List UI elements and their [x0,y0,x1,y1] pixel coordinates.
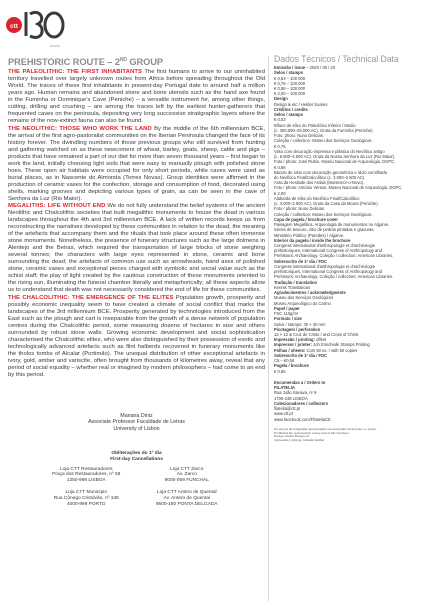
fine-print-line: Os preços de fotografias apresentados as aumentam levemente e o preço. [274,426,377,431]
spec-label: Sobrescrito de 1º dia / FDC [274,352,328,358]
spec-label: FILATELIA [274,385,295,391]
spec-value: Coleção / collection: Museu dos Serviços Geológicos. [274,138,373,144]
spec-value: Foto / photo: Nuno Delicias. [274,206,326,212]
spec-line [274,159,414,164]
spec-value: € 2,00 – 100 000 [274,91,306,97]
spec-label: Design [274,96,288,102]
section-megaliths [8,203,265,294]
spec-value: (c. 3.000–2.500 AC). Gruta da Casa da Moura (Peniche). [274,201,379,207]
spec-label: Impressão / printing: [274,337,315,343]
spec-value: € 0,86 [274,164,286,170]
section-heading: THE PALEOLITHIC: THE FIRST INHABITANTS [8,69,143,75]
spec-value: Design & etc / Helder Soares [274,101,328,107]
author-affiliation: University of Lisbon [113,425,160,432]
spec-value: Báculo de xisto com decoração geométrica e ídolo cernilhado [274,169,388,175]
spec-label: Interior da pagela / inside the brochure [274,237,351,243]
section-heading: THE NEOLITHIC: THOSE WHO WORK THE LAND [8,125,152,132]
spec-value: Congress international d'anthropologie et d'archéologie [274,263,376,269]
spec-label: Sobrescrito de 1º dia / FDC [274,258,328,264]
section-neolithic [8,126,265,203]
spec-value: Rua João Saraiva, nº 9 [274,390,317,396]
page-title: PREHISTORIC ROUTE – 2ND GROUP [8,57,164,68]
article-text [8,69,265,379]
spec-value: 1700-248 LISBOA [274,395,308,401]
spec-value: Biface de sílex do Paleolítico Inferior / Medio [274,122,356,128]
spec-value: € 0,86 – 100 000 [274,85,306,91]
first-day-cancellations [8,451,265,507]
spec-value: (c. 5.500–4.500 AC). Gruta da Nossa Senhora da Luz (Rio Maior). [274,154,396,160]
spec-value: Kennis Translations [274,284,311,290]
spec-value: (c. 300.000–25.000 AC). Gruta da Furninha (Peniche). [274,127,374,133]
logo-subtitle: ANOS [50,44,61,48]
spec-value: Foto / photo: António Venturi. Museu Nacional de Arqueologia, DGPC. [274,185,403,191]
spec-value: Paisagem Megalítica. Arqueologia de monumentos no Algarve. [274,222,390,228]
cancellation-location: Loja CTT Zarco Av. Zarco 9000-069 FUNCHAL [164,466,209,484]
spec-value: Museu dos Serviços Geológicos [274,295,334,301]
spec-label: Emissão / issue [274,65,306,71]
spec-value: Foto / photo: José Rubio. Museu Nacional de Arqueologia, DGPC. [274,159,396,165]
spec-value: do Neolítico Final/Calcolítico (c. 3.000–2.500 AC). [274,174,366,180]
spec-value: – 2020 / 08 / 20 [305,65,336,71]
spec-value: préhistoriques, International Congress of Anthropology and [274,269,382,275]
spec-value: € 0,53 [274,117,286,123]
spec-value: offset [314,337,327,343]
author-role: Associate Professor Faculdade de Letras [88,419,185,426]
spec-value: Com 50 ex. / with 50 copies [305,347,358,353]
spec-value: € 0,53 – 100 000 [274,75,306,81]
column-divider [268,56,269,601]
fine-print-line: Design: Atelier Design etc [274,434,310,439]
spec-label: Créditos / credits [274,106,308,112]
spec-label: Formato / size [274,316,302,322]
spec-value: € 0,75 [274,143,286,149]
spec-value: Museu Arqueológico do Carmo [274,300,331,306]
cancellations-title: Obliterações do 1º dia First-day Cancellations [110,451,163,462]
spec-value: préhistoriques, International Congress of Anthropology and [274,248,382,254]
author-byline [8,413,265,432]
spec-label: Pagela / brochure [274,363,309,369]
fine-print-line: Prohibited the reproduction of any part of this brochure. [274,430,350,435]
logo-graphic [6,6,68,46]
spec-label: Colecionadores / collectors [274,400,329,406]
spec-value: Ministério Público (Paredes) / Algarve. [274,232,345,238]
spec-value: Foto: photo: Nuno Delicias. [274,133,324,139]
spec-list [274,65,414,374]
spec-value: 12 × 12 & Cruz de Cristo / and Cross of Christ [274,332,359,337]
section-body: By the middle of the 6th millennium BCE, the arrival of the first agro-pastoralist communities on the Iberian Peninsula changed the face of its history forever. The dwindling numbers of those previous groups who still survived from hunting and gathering watched on as these newcomers of wheat, barley, goats, sheep, cattle and pigs – products that have remained a part of our diet for more than seven thousand years – first began to work the land, initially choosing light soils that were easy to manually plough with polished stone hoes. These open air habitats were occupied for only short periods, while caves were used as burial places, as in Nascente do Almonda (Torres Novas). Group identities were affirmed in the production of ceramic vases for the confection, storage and consumption of food, decorated using shells, marking grooves and depicting various types of grain, as can be seen in the cave of Senhora da Luz (Rio Maior). [8,125,265,202]
spec-label: Encomendas a / Orders to [274,379,326,385]
spec-value: Séries de tesouro, sítio de pedras pintadas e gravuras, [274,227,375,233]
order-info [274,380,414,422]
section-chalcolithic [8,295,265,379]
section-body: Population growth, prosperity and possibly economic inequality seem to have created a climate of social conflict that marks the landscapes of the 3rd millennium BCE. Prosperity generated by technologies introduced from the East such as the plough and cart is inseparable from the growth of a dense network of population centres during the Chalcolithic period, some measuring dozens of hectares in size and others surrounded by robust stone walls. Growing economic development and social sophistication characterised the Chalcolithic elites, who were also distinguished by their possession of exotic and technologically advanced artefacts such as flint halberds recovered in funerary monuments like the tholos tombs of Alcalar (Portimão). The unequal distribution of other exceptional artefacts in ivory, gold, amber and variscite, often brought from thousands of kilometres away, reveal that any period of social equality – whether real or imagined by modern philosophers – had come to an end by this period. [8,294,265,378]
spec-label: Papel / paper [274,305,300,311]
spec-value: Vaso com decoração impressa e plástica do Neolítico antigo [274,148,385,154]
spec-label: Capa de pagela / brochure cover [274,216,338,222]
spec-label: Agradecimentos / acknowledgments [274,290,346,296]
technical-data-title: Dados Técnicos / Technical Data [274,54,399,64]
section-paleolithic [8,69,265,125]
spec-value: filatelia@ctt.pt [274,406,301,412]
spec-line [274,185,414,190]
spec-value: Prehistoric Archaeology. Coleção / collection: American Libraries. [274,274,394,280]
section-body: We do not fully understand the belief systems of the ancient Neolithic and Chalcolithic societies that built megalithic monuments to house the dead in various landscapes throughout the 4th and 3rd millennium BCE. A lack of written records keeps us from reconstructing the narratives developed by these communities in relation to the dead, the meaning of the artefacts that accompany them and the rituals that took place around these often immense stone monuments. Nonetheless, the presence of funerary structures such as the large dolmens in Alentejo and the Beiras, which required the transportation of large blocks of stone weighing several tonnes; the characters with large eyes represented in stone, ceramic and bone surrounding the dead; the artefacts of common use such as arrowheads, hand axes of polished stone, ceramic vases and exceptional pieces charged with symbolic and social value such as the schist staff; the play of light created by the cautious construction of these monuments oriented to the rising sun, illuminating the funeral chamber literally and metaphorically; all these aspects allow us to understand that death was not necessarily considered the end of life for these communities. [8,203,265,293]
spec-label: Folhas / sheets: [274,347,306,353]
technical-data [274,54,414,443]
cancellation-location: Loja CTT Antero de Quental Av. Antero de Quental 9500-160 PONTA DELGADA [155,489,218,507]
spec-value: Alabarda de sílex do Neolítico Final/Calcolítico [274,195,360,201]
spec-value: € 0,75 – 100 000 [274,80,306,86]
spec-value: www.facebook.com/FilateliaCtt [274,416,331,422]
spec-value: FSC 110g/m² [274,311,299,317]
spec-value: Coleção / collection: Museu dos Serviços Geológicos. [274,211,373,217]
spec-label: Impressor / printer: [274,342,312,348]
author-name: Mariana Diniz [120,413,153,419]
spec-value: € 0,85 [274,368,286,374]
spec-label: Selos / stamps [274,70,303,76]
spec-value: Selos / stamps: 30 × 40 mm [274,321,326,327]
fine-print [274,428,414,443]
section-heading: MEGALITHS: LIFE WITHOUT END [8,203,106,209]
spec-label: Picotagem / perforation [274,326,321,332]
svg-text:ctt: ctt [10,23,18,30]
ctt-50-anos-logo [6,6,68,46]
spec-value: C5 – €0,56 [274,358,295,364]
section-body: The first humans to arrive to our uninhabited territory travelled over largely unknown routes from Africa before spreading throughout the Old World. The traces of these first inhabitants in present-day Portugal date to around half a million years ago. Human remains and abandoned stone and bone utensils such as the hand axe found in the Fuminha or Dominique's Cave (Peniche) – a versatile instrument for, among other things, cutting, drilling and crushing – are among the traces left by the earliest hunter-gatherers that frequented caves on the peninsula, depositing very long successive stratigraphic layers where the remains of the now-extinct fauna can also be found. [8,69,265,124]
fine-print-line: Impressão / printing: Achada Grafika [274,438,325,443]
spec-label: Selos / stamps [274,112,303,118]
spec-value: Anta da Herdade dos Ardais (Montemor-o-Novo). [274,180,365,186]
spec-value: Congress international d'anthropologie et d'archéologie [274,243,376,249]
cancellation-location: Loja CTT Município Rua Cônego Cristóvão, nº 136 4000-999 PORTO [53,489,119,507]
cancellation-location: Loja CTT Restauradores Praça dos Restauradores, nº 58 1250-998 LISBOA [52,466,121,484]
spec-value: www.ctt.pt [274,411,293,417]
spec-value: € 2,00 [274,190,286,196]
spec-value: Joh Enschedé Stamps Printing [311,342,370,348]
spec-value: Prehistoric Archaeology. Coleção / collection: American Libraries. [274,253,394,259]
cancellation-locations [8,467,265,508]
spec-label: Tradução / translation [274,279,318,285]
section-heading: THE CHALCOLITHIC: THE EMERGENCE OF THE ELITES [8,294,174,301]
